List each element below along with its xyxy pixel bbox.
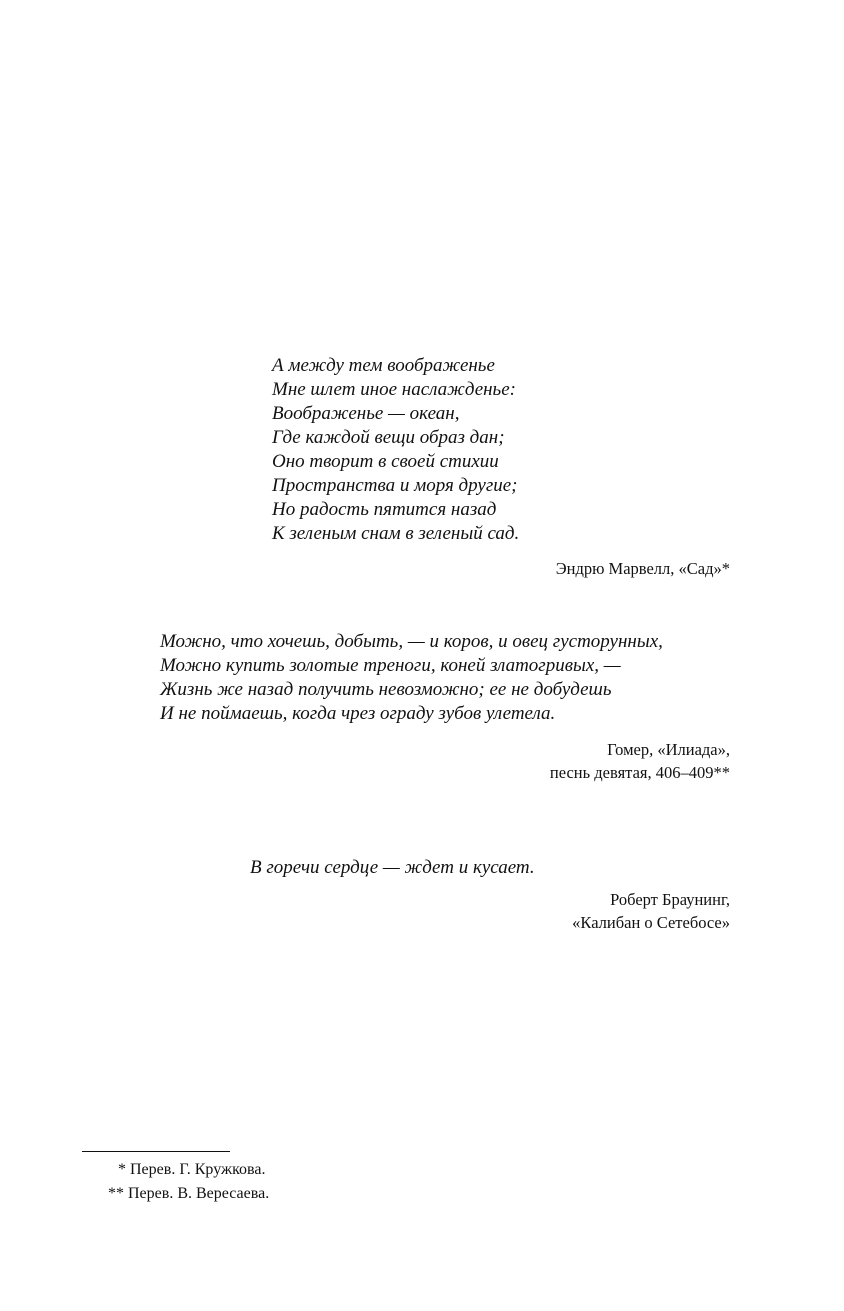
attribution-line: «Калибан о Сетебосе» bbox=[572, 913, 730, 932]
footnotes bbox=[108, 1158, 269, 1206]
epigraph-browning-verse bbox=[250, 856, 535, 880]
verse-line: Жизнь же назад получить невозможно; ее не добудешь bbox=[160, 679, 612, 700]
footnote-2: ** Перев. В. Вересаева. bbox=[108, 1185, 270, 1202]
epigraph-marvell-attribution bbox=[556, 557, 730, 580]
epigraph-homer-verse bbox=[160, 630, 663, 726]
verse-line: Мне шлет иное наслажденье: bbox=[272, 379, 516, 400]
verse-line: Где каждой вещи образ дан; bbox=[272, 427, 505, 448]
epigraph-marvell-verse bbox=[272, 354, 519, 546]
verse-line: К зеленым снам в зеленый сад. bbox=[272, 523, 520, 544]
attribution-line: Эндрю Марвелл, «Сад»* bbox=[555, 559, 730, 578]
attribution-line: песнь девятая, 406–409** bbox=[549, 763, 730, 782]
verse-line: Пространства и моря другие; bbox=[272, 475, 518, 496]
attribution-line: Гомер, «Илиада», bbox=[607, 740, 730, 759]
verse-line: В горечи сердце — ждет и кусает. bbox=[250, 857, 535, 878]
epigraph-homer-attribution bbox=[550, 738, 730, 784]
verse-line: И не поймаешь, когда чрез ограду зубов улетела. bbox=[160, 703, 556, 724]
verse-line: Воображенье — океан, bbox=[272, 403, 460, 424]
footnote-divider bbox=[82, 1151, 230, 1152]
footnote-1: * Перев. Г. Кружкова. bbox=[118, 1161, 266, 1178]
verse-line: Но радость пятится назад bbox=[272, 499, 497, 520]
verse-line: А между тем воображенье bbox=[272, 355, 495, 376]
epigraph-browning-attribution bbox=[572, 888, 730, 934]
verse-line: Можно, что хочешь, добыть, — и коров, и овец густорунных, bbox=[160, 631, 663, 652]
verse-line: Можно купить золотые треноги, коней златогривых, — bbox=[160, 655, 621, 676]
attribution-line: Роберт Браунинг, bbox=[610, 890, 730, 909]
verse-line: Оно творит в своей стихии bbox=[272, 451, 499, 472]
